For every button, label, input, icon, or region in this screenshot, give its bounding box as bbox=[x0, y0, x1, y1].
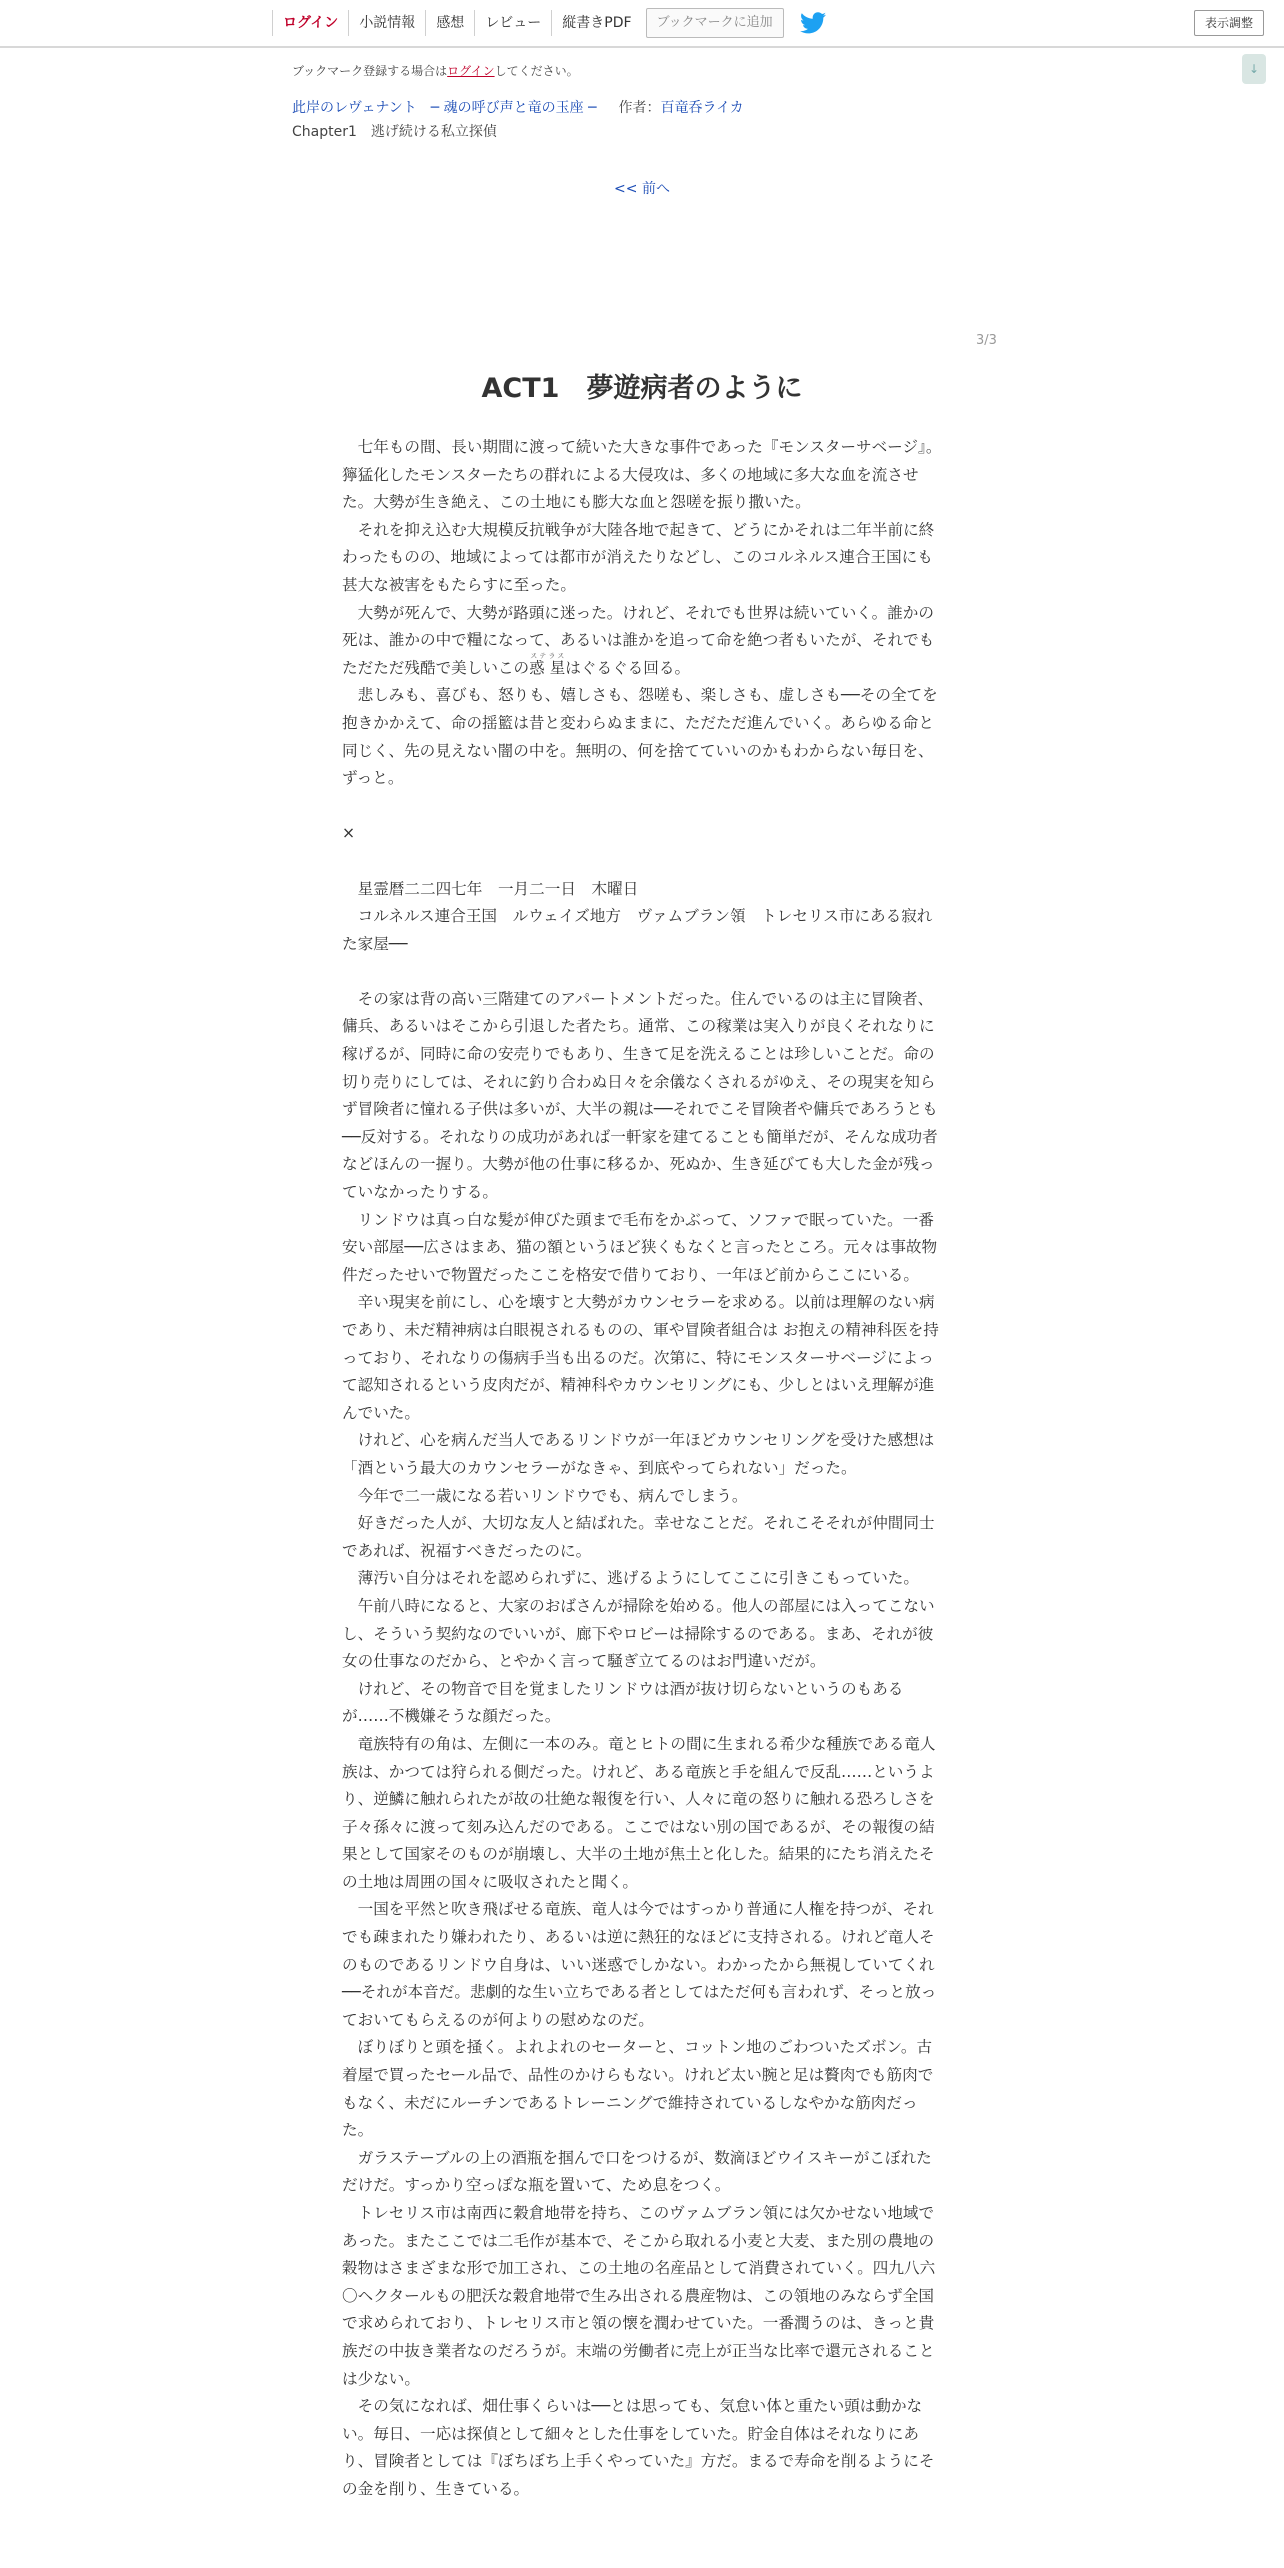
paragraph: 今年で二一歳になる若いリンドウでも、病んでしまう。 bbox=[357, 1486, 748, 1505]
blank-line bbox=[342, 793, 942, 821]
paragraph bbox=[342, 600, 942, 683]
author-label: 作者： bbox=[618, 100, 661, 116]
ruby-word bbox=[529, 651, 566, 677]
novel-body bbox=[342, 434, 942, 2504]
display-adjust-button[interactable]: 表示調整 bbox=[1194, 10, 1264, 36]
paragraph-text: 大勢が死んで、大勢が路頭に迷った。けれど、それでも世界は続いていく。誰かの死は、誰かの中で糧になって、あるいは誰かを追って命を絶つ者もいたが、それでもただただ残酷で美しいこの bbox=[342, 603, 935, 677]
notice-login-link[interactable]: ログイン bbox=[447, 64, 495, 78]
paragraph-text: はぐるぐる回る。 bbox=[565, 658, 691, 677]
blank-line bbox=[342, 958, 942, 986]
ruby-reading: ステラス bbox=[529, 651, 566, 660]
paragraph: それを抑え込む大規模反抗戦争が大陸各地で起きて、どうにかそれは二年半前に終わったものの、地域によっては都市が消えたりなどし、このコルネルス連合王国にも甚大な被害をもたらすに至った。 bbox=[342, 520, 935, 594]
paragraph: ガラステーブルの上の酒瓶を掴んで口をつけるが、数滴ほどウイスキーがこぼれただけだ。すっかり空っぽな瓶を置いて、ため息をつく。 bbox=[342, 2148, 932, 2195]
scroll-down-button[interactable]: ↓ bbox=[1242, 54, 1266, 84]
novel-title-link[interactable]: 此岸のレヴェナント ─ 魂の呼び声と竜の玉座 ─ bbox=[292, 100, 597, 116]
paragraph: 好きだった人が、大切な友人と結ばれた。幸せなことだ。それこそそれが仲間同士であれば、祝福すべきだったのに。 bbox=[342, 1514, 935, 1560]
paragraph: 午前八時になると、大家のおばさんが掃除を始める。他人の部屋には入ってこないし、そういう契約なのでいいが、廊下やロビーは掃除するのである。まあ、それが彼女の仕事なのだから、とやかく言って騒ぎ立てるのはお門違いだが。 bbox=[342, 1596, 935, 1671]
paragraph: コルネルス連合王国 ルウェイズ地方 ヴァムブラン領 トレセリス市にある寂れた家屋── bbox=[342, 907, 933, 953]
bookmark-login-notice bbox=[292, 62, 579, 79]
paragraph: 薄汚い自分はそれを認められずに、逃げるようにしてここに引きこもっていた。 bbox=[357, 1569, 919, 1588]
paragraph: 辛い現実を前にし、心を壊すと大勢がカウンセラーを求める。以前は理解のない病であり、未だ精神病は白眼視されるものの、軍や冒険者組合は お抱えの精神科医を持っており、それなりの傷病手当も出るのだ。次第に、特にモンスターサベージによって認知されるという皮肉だが、精神科やカウンセリングにも、少しとはいえ理解が進んでいた。 bbox=[342, 1293, 939, 1422]
section-separator: × bbox=[342, 824, 356, 843]
prev-page-link[interactable]: << 前へ bbox=[614, 181, 670, 197]
paragraph: 七年もの間、長い期間に渡って続いた大きな事件であった『モンスターサベージ』。獰猛化したモンスターたちの群れによる大侵攻は、多くの地域に多大な血を流させた。大勢が生き絶え、この土地にも膨大な血と怨嗟を振り撒いた。 bbox=[342, 438, 942, 512]
nav-review-link[interactable]: レビュー bbox=[474, 10, 551, 36]
paragraph: けれど、その物音で目を覚ましたリンドウは酒が抜け切らないというのもあるが……不機嫌そうな顔だった。 bbox=[342, 1679, 904, 1726]
ruby-base: 惑 星 bbox=[529, 658, 566, 677]
paragraph: ぼりぼりと頭を掻く。よれよれのセーターと、コットン地のごわついたズボン。古着屋で買ったセール品で、品性のかけらもない。けれど太い腕と足は贅肉でも筋肉でもなく、未だにルーチンであるトレーニングで維持されているしなやかな筋肉だった。 bbox=[342, 2038, 934, 2140]
nav-novel-info-link[interactable]: 小説情報 bbox=[348, 10, 425, 36]
novel-header bbox=[292, 97, 744, 117]
notice-text-after: してください。 bbox=[494, 64, 579, 78]
page-number: 3/3 bbox=[976, 333, 997, 348]
chapter-title: Chapter1 逃げ続ける私立探偵 bbox=[292, 124, 497, 140]
nav-vertical-pdf-link[interactable]: 縦書きPDF bbox=[551, 10, 641, 36]
author-link[interactable]: 百竜呑ライカ bbox=[660, 100, 744, 116]
nav-login-link[interactable]: ログイン bbox=[272, 10, 348, 36]
nav-impressions-link[interactable]: 感想 bbox=[425, 10, 474, 36]
paragraph: 一国を平然と吹き飛ばせる竜族、竜人は今ではすっかり普通に人権を持つが、それでも疎まれたり嫌われたり、あるいは逆に熱狂的なほどに支持される。けれど竜人そのものであるリンドウ自身は、いい迷惑でしかない。わかったから無視していてくれ──それが本音だ。悲劇的な生い立ちである者としてはただ何も言われず、そっと放っておいてもらえるのが何よりの慰めなのだ。 bbox=[342, 1900, 937, 2029]
paragraph: その気になれば、畑仕事くらいは──とは思っても、気怠い体と重たい頭は動かない。毎日、一応は探偵として細々とした仕事をしていた。貯金自体はそれなりにあり、冒険者としては『ぼちぼち上手くやっていた』方だ。まるで寿命を削るようにその金を削り、生きている。 bbox=[342, 2397, 935, 2498]
paragraph: その家は背の高い三階建てのアパートメントだった。住んでいるのは主に冒険者、傭兵、あるいはそこから引退した者たち。通常、この稼業は実入りが良くそれなりに稼げるが、同時に命の安売りでもあり、生きて足を洗えることは珍しいことだ。命の切り売りにしては、それに釣り合わぬ日々を余儀なくされるがゆえ、その現実を知らず冒険者に憧れる子供は多いが、大半の親は──それでこそ冒険者や傭兵であろうとも──反対する。それなりの成功があれば一軒家を建てることも簡単だが、そんな成功者などほんの一握り。大勢が他の仕事に移るか、死ぬか、生き延びても大した金が残っていなかったりする。 bbox=[342, 989, 938, 1202]
paragraph: 悲しみも、喜びも、怒りも、嬉しさも、怨嗟も、楽しさも、虚しさも──その全てを抱きかかえて、命の揺籃は昔と変わらぬままに、ただただ進んでいく。あらゆる命と同じく、先の見えない闇の中を。無明の、何を捨てていいのかもわからない毎日を、ずっと。 bbox=[342, 686, 938, 788]
twitter-icon[interactable] bbox=[800, 12, 826, 34]
blank-line bbox=[342, 848, 942, 876]
paragraph: けれど、心を病んだ当人であるリンドウが一年ほどカウンセリングを受けた感想は「酒という最大のカウンセラーがなきゃ、到底やってられない」だった。 bbox=[342, 1431, 935, 1477]
top-bar bbox=[0, 0, 1284, 48]
paragraph: 星霊暦二二四七年 一月二一日 木曜日 bbox=[357, 879, 639, 898]
paragraph: 竜族特有の角は、左側に一本のみ。竜とヒトの間に生まれる希少な種族である竜人族は、かつては狩られる側だった。けれど、ある竜族と手を組んで反乱……というより、逆鱗に触れられたが故の壮絶な報復を行い、人々に竜の怒りに触れる恐ろしさを子々孫々に渡って刻み込んだのである。ここではない別の国であるが、その報復の結果として国家そのものが崩壊し、大半の土地が焦土と化した。結果的にたち消えたその土地は周囲の国々に吸収されたと聞く。 bbox=[342, 1734, 936, 1891]
bookmark-add-button[interactable]: ブックマークに追加 bbox=[646, 8, 784, 38]
paragraph: トレセリス市は南西に穀倉地帯を持ち、このヴァムブラン領には欠かせない地域であった。またここでは二毛作が基本で、そこから取れる小麦と大麦、また別の農地の穀物はさまざまな形で加工され、この土地の名産品として消費されていく。四九八六〇ヘクタールもの肥沃な穀倉地帯で生み出される農産物は、この領地のみならず全国で求められており、トレセリス市と領の懐を潤わせていた。一番潤うのは、きっと貴族だの中抜き業者なのだろうが。末端の労働者に売上が正当な比率で還元されることは少ない。 bbox=[342, 2204, 936, 2388]
notice-text-before: ブックマーク登録する場合は bbox=[292, 64, 448, 78]
paragraph: リンドウは真っ白な髪が伸びた頭まで毛布をかぶって、ソファで眠っていた。一番安い部屋──広さはまあ、猫の額というほど狭くもなくと言ったところ。元々は事故物件だったせいで物置だったここを格安で借りており、一年ほど前からここにいる。 bbox=[342, 1210, 938, 1284]
main-nav bbox=[272, 0, 826, 46]
episode-title: ACT1 夢遊病者のように bbox=[481, 373, 803, 404]
